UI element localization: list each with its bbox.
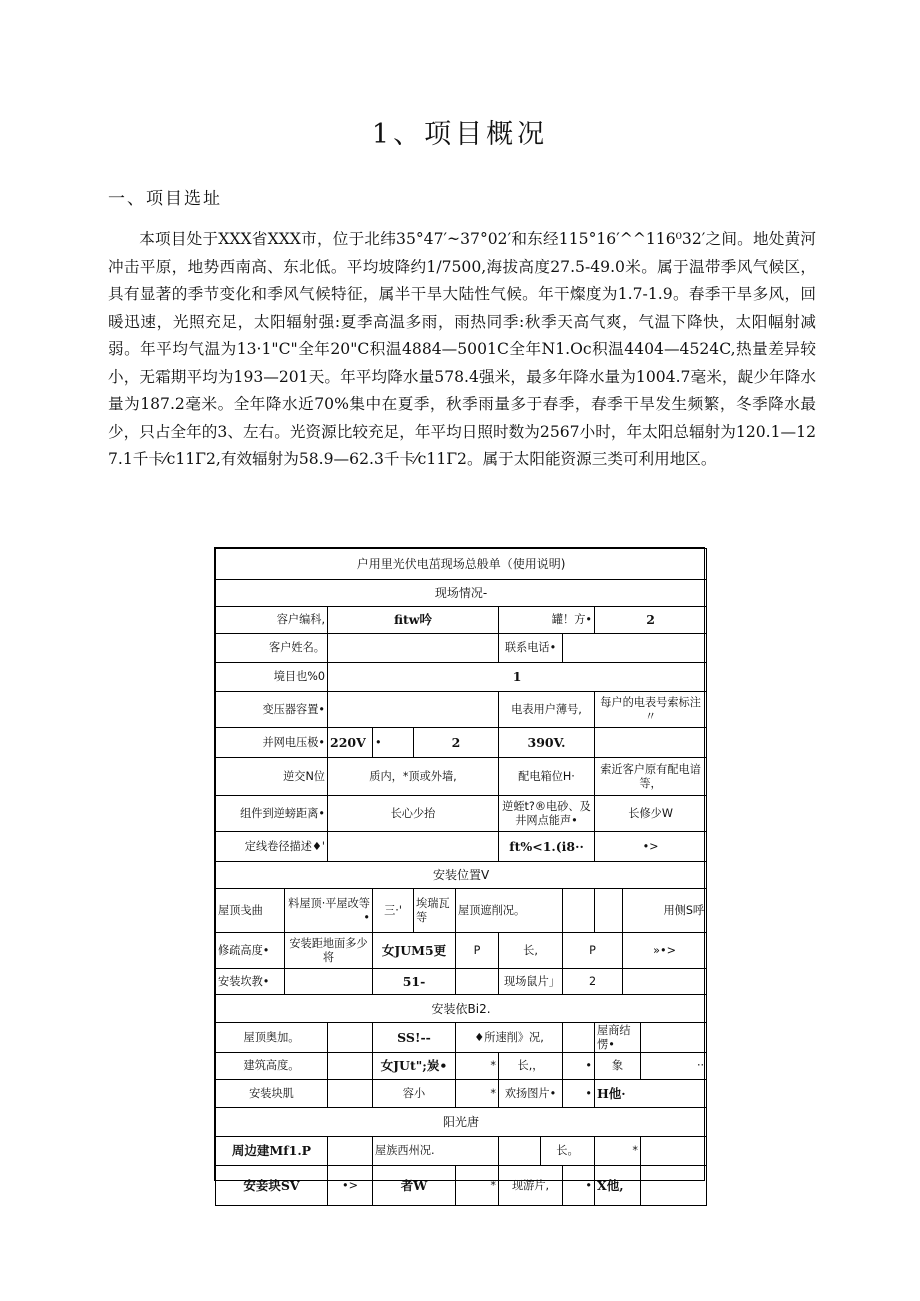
label-cable-gauge: 定线卷径描述♦' [216,832,328,862]
value-grid-voltage-extra [595,728,707,758]
value-building-height-image: 象 [595,1053,641,1080]
label-project-address: 境目也%0 [216,663,328,692]
label-distribution-box: 配电箱位H· [499,758,595,796]
section-heading: 一、项目选址 [108,189,222,209]
value-module-inverter-distance: 长心少抬 [328,796,499,832]
value-install-count-note: 51- [373,969,456,995]
value-install-height-length: 长, [499,933,563,969]
label-customer-name: 客户姓名。 [216,634,328,663]
value-building-height-note: 女JUt";炭• [373,1053,456,1080]
value-install-module-sv-note: 者W [373,1166,456,1206]
value-roof-west-star: * [595,1137,641,1166]
label-inverter-grid-distance: 逆蛭t?®电砂、及井网点能声• [499,796,595,832]
section-header-install-basis: 安装依Bi2. [216,995,707,1023]
value-inverter-grid-distance: 长修少W [595,796,707,832]
value-install-module [328,1080,373,1108]
value-roof-shading-1 [563,889,595,933]
value-roof-structure [641,1023,707,1053]
value-distribution-box: 索近客户原有配电谙等， [595,758,707,796]
label-building-height: 建筑高度。 [216,1053,328,1080]
value-roof-added [328,1023,373,1053]
value-customer-number: fitw吟 [328,607,499,634]
label-phone: 联系电话• [499,634,563,663]
value-roof-west-extra [641,1137,707,1166]
value-other: H他· [595,1080,707,1108]
value-install-module-star: * [456,1080,499,1108]
value-building-height-dot: • [563,1053,595,1080]
section-header-sunlight: 阳光唐 [216,1108,707,1137]
value-inverter-position: 质内，*顶或外墙, [328,758,499,796]
value-roof-shading-3: 用侧S呼 [623,889,707,933]
label-shading-status: ♦所速削》况, [456,1023,563,1053]
value-other-2: X他, [595,1166,641,1206]
value-cable-gauge-extra: •> [595,832,707,862]
value-roof-added-note: SS!-- [373,1023,456,1053]
value-building-height-star: * [456,1053,499,1080]
label-roof-shading: 屋顶遮削况。 [456,889,563,933]
value-site-photo-2-dot: • [563,1166,595,1206]
survey-form-table [214,547,705,1193]
document-title: 1、项目概况 [371,119,549,150]
value-install-height-extra: »•> [623,933,707,969]
value-cable-gauge-note: ft%<1.(i8·· [499,832,595,862]
label-site-photo-2: 现游片, [499,1166,563,1206]
label-roof-type: 屋顶戋曲 [216,889,285,933]
value-site-photo-extra [623,969,707,995]
value-surrounding-buildings [328,1137,373,1166]
label-install-count: 安装坎教• [216,969,285,995]
value-roof-type: 料屋顶·平屋改等• [285,889,373,933]
value-grid-voltage-phase: 2 [414,728,499,758]
label-grid-voltage: 并网电压极• [216,728,328,758]
value-install-module-capacity: 容小 [373,1080,456,1108]
value-install-height-note: 女JUM5更 [373,933,456,969]
value-other-2-extra [641,1166,707,1206]
label-side: 罐！方• [499,607,595,634]
value-customer-name [328,634,499,663]
value-site-image-dot: • [563,1080,595,1108]
value-grid-voltage-390: 390V. [499,728,595,758]
label-site-image: 欢扬图片• [499,1080,563,1108]
value-roof-west-length: 长。 [541,1137,595,1166]
value-install-count [285,969,373,995]
label-customer-number: 容户编科, [216,607,328,634]
table-title: 户用里光伏电茁现场总般单（使用说明) [216,549,707,580]
value-grid-voltage-dot: • [373,728,414,758]
label-roof-structure: 屋商结愣• [595,1023,641,1053]
value-site-photo: 2 [563,969,623,995]
body-paragraph: 本项目处于XXX省XXX市，位于北纬35°47′~37°02′和东经115°16′^^116⁰32′之间。地处黄河冲击平原，地势西南高、东北低。平均坡降约1/7500,海拔高度27.5-49.0米。属于温带季风气候区，具有显著的季节变化和季风气候特征，属半干旱大陆性气候。年干燦度为1.7-1.9。春季干旱多风，回暖迅速，光照充足，太阳辐射强:夏季高温多雨，雨热同季:秋季天高气爽，气温下降快，太阳幅射减弱。年平均气温为13·1"C"全年20"C积温4884—5001C全年N1.Oc积温4404—4524C,热量差异较小，无霜期平均为193—201天。年平均降水量578.4强米，最多年降水量为1004.7毫米，龊少年降水量为187.2毫米。全年降水近70%集中在夏季，秋季雨量多于春季，春季干旱发生频繁，冬季降水最少，只占全年的3、左右。光资源比较充足，年平均日照时数为2567小时，年太阳总辐射为120.1—127.1千卡⁄c11Γ2,有效辐射为58.9—62.3千卡⁄c11Γ2。属于太阳能资源三类可利用地区。 [108,230,816,468]
value-grid-voltage-220: 220V [328,728,373,758]
value-install-module-sv-star: * [456,1166,499,1206]
label-roof-added: 屋顶奥加。 [216,1023,328,1053]
label-install-height: 修疏高度• [216,933,285,969]
label-install-module-sv: 安妾块SV [216,1166,328,1206]
section-header-install-position: 安装位置V [216,862,707,889]
value-roof-shading-2 [595,889,623,933]
value-building-height-extra: ·· [641,1053,707,1080]
label-module-inverter-distance: 组件到逆螃距离• [216,796,328,832]
value-shading-status [563,1023,595,1053]
label-surrounding-buildings: 周边建Mf1.P [216,1137,328,1166]
label-transformer-capacity: 变压器容置• [216,692,328,728]
label-inverter-position: 逆交N位 [216,758,328,796]
value-install-height: 安装距地面多少将 [285,933,373,969]
value-side: 2 [595,607,707,634]
label-install-module: 安装块肌 [216,1080,328,1108]
label-meter-number: 电表用户薄号, [499,692,595,728]
value-roof-tile: 埃瑞瓦等 [414,889,456,933]
value-building-height-length: 长,， [499,1053,563,1080]
value-install-count-extra [456,969,499,995]
value-project-address: 1 [328,663,707,692]
value-install-height-p2: P [563,933,623,969]
value-transformer-capacity [328,692,499,728]
value-install-module-sv: •> [328,1166,373,1206]
value-roof-west [499,1137,541,1166]
value-cable-gauge [328,832,499,862]
label-site-photo: 现场鼠片」 [499,969,563,995]
note-meter-number: 每户的电表号索标注〃 [595,692,707,728]
value-phone [563,634,707,663]
value-install-height-p1: P [456,933,499,969]
section-header-site: 现场情况- [216,580,707,607]
value-roof-type-mark: 三·' [373,889,414,933]
value-building-height [328,1053,373,1080]
label-roof-west: 屋族西州况. [373,1137,499,1166]
